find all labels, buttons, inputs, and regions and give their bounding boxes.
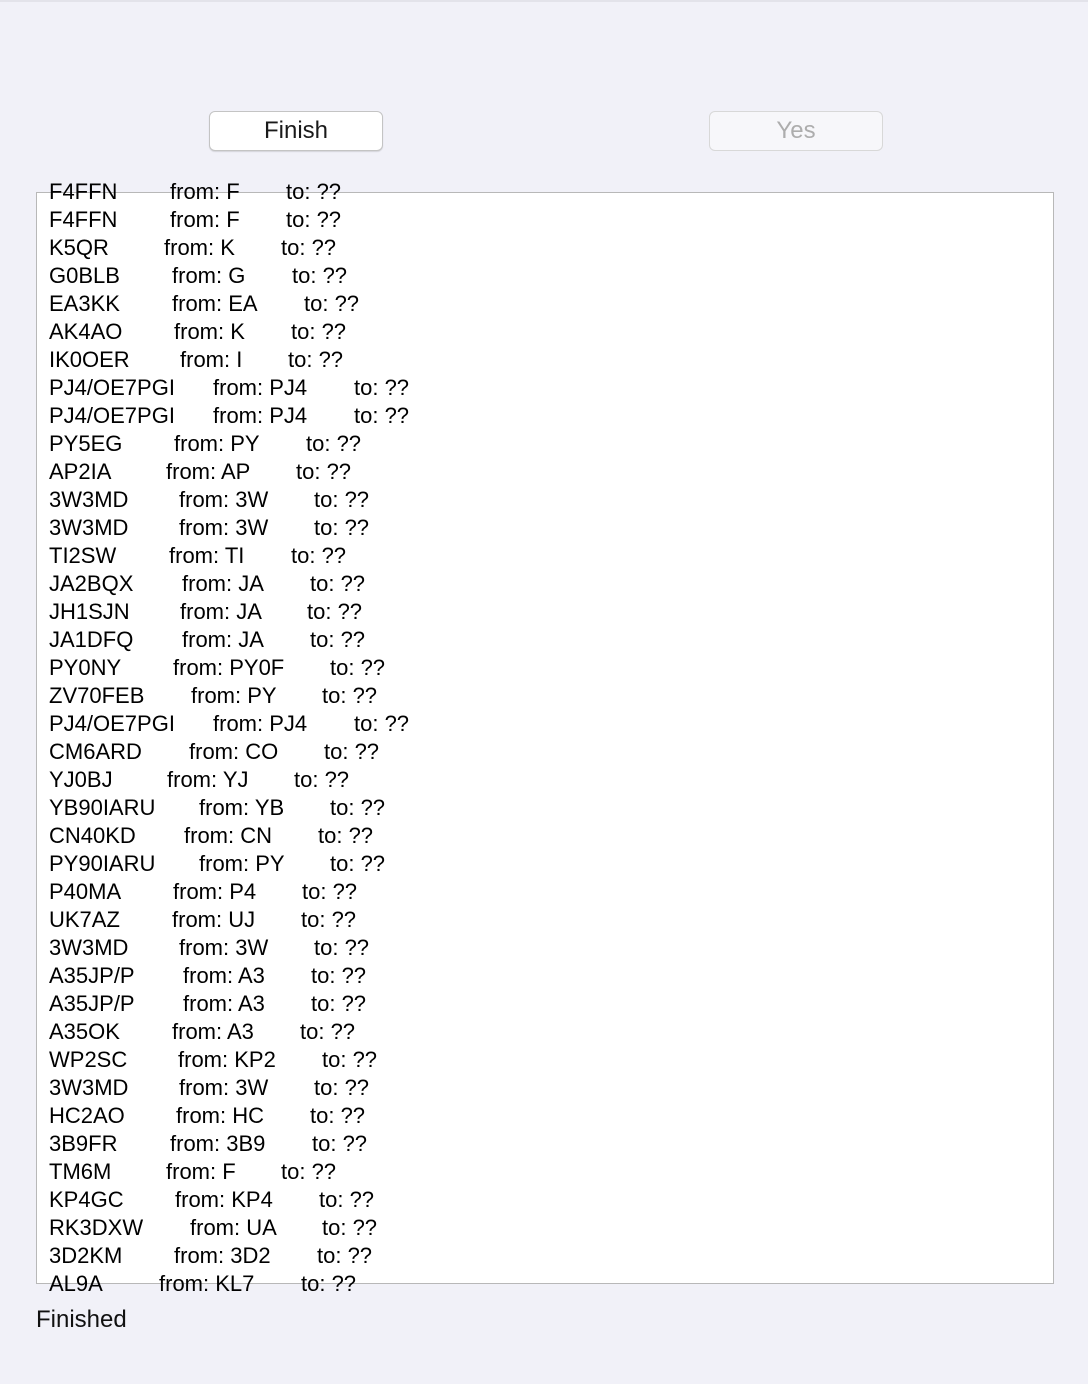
log-callsign: PJ4/OE7PGI — [49, 375, 175, 400]
log-to: to: ?? — [318, 823, 374, 848]
log-from: from: TI — [169, 543, 245, 568]
log-from: from: YB — [199, 795, 285, 820]
log-callsign: WP2SC — [49, 1047, 128, 1072]
log-row — [37, 402, 1053, 430]
log-callsign: TM6M — [49, 1159, 112, 1184]
log-row — [37, 682, 1053, 710]
log-row — [37, 1046, 1053, 1074]
log-to: to: ?? — [296, 459, 352, 484]
log-to: to: ?? — [288, 347, 344, 372]
log-from: from: G — [172, 263, 246, 288]
log-to: to: ?? — [310, 571, 366, 596]
log-to: to: ?? — [312, 1131, 368, 1156]
log-from: from: JA — [182, 627, 264, 652]
log-row — [37, 1130, 1053, 1158]
log-from: from: A3 — [172, 1019, 254, 1044]
log-from: from: YJ — [167, 767, 249, 792]
log-from: from: AP — [166, 459, 251, 484]
log-from: from: PJ4 — [213, 375, 308, 400]
log-row — [37, 234, 1053, 262]
log-callsign: HC2AO — [49, 1103, 125, 1128]
finish-button[interactable]: Finish — [209, 111, 383, 151]
log-to: to: ?? — [322, 1047, 378, 1072]
log-callsign: 3W3MD — [49, 935, 129, 960]
log-callsign: YB90IARU — [49, 795, 156, 820]
log-callsign: A35OK — [49, 1019, 120, 1044]
log-callsign: TI2SW — [49, 543, 117, 568]
log-row — [37, 206, 1053, 234]
log-callsign: K5QR — [49, 235, 109, 260]
log-from: from: PY — [199, 851, 285, 876]
log-callsign: PY5EG — [49, 431, 123, 456]
log-row — [37, 486, 1053, 514]
log-row — [37, 570, 1053, 598]
log-row — [37, 990, 1053, 1018]
log-to: to: ?? — [314, 935, 370, 960]
log-to: to: ?? — [354, 711, 410, 736]
log-row — [37, 262, 1053, 290]
log-from: from: JA — [182, 571, 264, 596]
log-callsign: YJ0BJ — [49, 767, 113, 792]
log-callsign: 3W3MD — [49, 1075, 129, 1100]
log-from: from: I — [180, 347, 243, 372]
log-row — [37, 1214, 1053, 1242]
log-row — [37, 1102, 1053, 1130]
log-row — [37, 1242, 1053, 1270]
log-from: from: K — [164, 235, 235, 260]
log-callsign: PY0NY — [49, 655, 122, 680]
log-row — [37, 850, 1053, 878]
log-row — [37, 514, 1053, 542]
log-row — [37, 1158, 1053, 1186]
log-callsign: JA1DFQ — [49, 627, 134, 652]
log-row — [37, 290, 1053, 318]
log-to: to: ?? — [330, 655, 386, 680]
log-to: to: ?? — [314, 515, 370, 540]
log-to: to: ?? — [330, 795, 386, 820]
window-top-edge — [0, 0, 1088, 2]
log-row — [37, 178, 1053, 206]
log-callsign: CN40KD — [49, 823, 136, 848]
log-callsign: PY90IARU — [49, 851, 156, 876]
log-callsign: AP2IA — [49, 459, 112, 484]
log-callsign: IK0OER — [49, 347, 130, 372]
log-row — [37, 458, 1053, 486]
log-row — [37, 346, 1053, 374]
log-to: to: ?? — [281, 235, 337, 260]
log-from: from: A3 — [183, 991, 265, 1016]
log-from: from: HC — [176, 1103, 264, 1128]
log-from: from: F — [170, 207, 240, 232]
log-to: to: ?? — [281, 1159, 337, 1184]
log-row — [37, 598, 1053, 626]
log-to: to: ?? — [286, 179, 342, 204]
log-from: from: EA — [172, 291, 258, 316]
log-row — [37, 626, 1053, 654]
log-row — [37, 430, 1053, 458]
log-row — [37, 1018, 1053, 1046]
log-from: from: F — [166, 1159, 236, 1184]
log-to: to: ?? — [294, 767, 350, 792]
log-callsign: AL9A — [49, 1271, 103, 1296]
log-to: to: ?? — [311, 991, 367, 1016]
log-to: to: ?? — [314, 487, 370, 512]
log-row — [37, 1186, 1053, 1214]
log-from: from: F — [170, 179, 240, 204]
log-from: from: 3W — [179, 1075, 269, 1100]
log-from: from: 3W — [179, 935, 269, 960]
log-to: to: ?? — [306, 431, 362, 456]
log-row — [37, 794, 1053, 822]
log-from: from: JA — [180, 599, 262, 624]
log-to: to: ?? — [286, 207, 342, 232]
log-row — [37, 738, 1053, 766]
log-to: to: ?? — [292, 263, 348, 288]
log-callsign: CM6ARD — [49, 739, 142, 764]
log-from: from: KP2 — [178, 1047, 276, 1072]
log-callsign: PJ4/OE7PGI — [49, 403, 175, 428]
log-row — [37, 906, 1053, 934]
log-callsign: JH1SJN — [49, 599, 130, 624]
log-callsign: AK4AO — [49, 319, 123, 344]
log-from: from: UJ — [172, 907, 256, 932]
log-to: to: ?? — [291, 543, 347, 568]
log-from: from: UA — [190, 1215, 277, 1240]
log-row — [37, 374, 1053, 402]
log-to: to: ?? — [291, 319, 347, 344]
log-to: to: ?? — [354, 403, 410, 428]
log-from: from: 3B9 — [170, 1131, 266, 1156]
log-row — [37, 822, 1053, 850]
log-from: from: PY — [191, 683, 277, 708]
log-callsign: G0BLB — [49, 263, 120, 288]
log-to: to: ?? — [319, 1187, 375, 1212]
log-to: to: ?? — [330, 851, 386, 876]
log-from: from: CO — [189, 739, 279, 764]
status-label: Finished — [36, 1306, 127, 1333]
log-to: to: ?? — [310, 627, 366, 652]
log-callsign: P40MA — [49, 879, 122, 904]
log-callsign: KP4GC — [49, 1187, 124, 1212]
log-to: to: ?? — [311, 963, 367, 988]
log-list — [37, 178, 1053, 1298]
log-row — [37, 878, 1053, 906]
log-callsign: EA3KK — [49, 291, 120, 316]
log-to: to: ?? — [304, 291, 360, 316]
log-callsign: JA2BQX — [49, 571, 134, 596]
log-row — [37, 1270, 1053, 1298]
log-callsign: A35JP/P — [49, 963, 135, 988]
log-callsign: 3W3MD — [49, 515, 129, 540]
log-row — [37, 542, 1053, 570]
log-to: to: ?? — [301, 907, 357, 932]
log-callsign: F4FFN — [49, 179, 118, 204]
log-row — [37, 962, 1053, 990]
log-to: to: ?? — [354, 375, 410, 400]
log-from: from: 3D2 — [174, 1243, 271, 1268]
log-from: from: PY — [174, 431, 260, 456]
log-to: to: ?? — [301, 1271, 357, 1296]
log-from: from: 3W — [179, 487, 269, 512]
log-to: to: ?? — [324, 739, 380, 764]
log-callsign: F4FFN — [49, 207, 118, 232]
log-from: from: KP4 — [175, 1187, 273, 1212]
log-from: from: KL7 — [159, 1271, 255, 1296]
log-row — [37, 654, 1053, 682]
log-to: to: ?? — [310, 1103, 366, 1128]
log-to: to: ?? — [300, 1019, 356, 1044]
log-from: from: CN — [184, 823, 272, 848]
log-row — [37, 1074, 1053, 1102]
log-row — [37, 710, 1053, 738]
log-to: to: ?? — [314, 1075, 370, 1100]
log-callsign: 3B9FR — [49, 1131, 118, 1156]
log-from: from: K — [174, 319, 245, 344]
log-from: from: P4 — [173, 879, 257, 904]
log-from: from: PJ4 — [213, 711, 308, 736]
log-output-area[interactable] — [36, 179, 1054, 1296]
log-from: from: PJ4 — [213, 403, 308, 428]
log-row — [37, 934, 1053, 962]
log-from: from: 3W — [179, 515, 269, 540]
yes-button[interactable]: Yes — [709, 111, 883, 151]
log-callsign: ZV70FEB — [49, 683, 145, 708]
log-to: to: ?? — [317, 1243, 373, 1268]
log-from: from: A3 — [183, 963, 265, 988]
log-to: to: ?? — [322, 683, 378, 708]
log-to: to: ?? — [302, 879, 358, 904]
log-callsign: RK3DXW — [49, 1215, 144, 1240]
log-callsign: PJ4/OE7PGI — [49, 711, 175, 736]
log-row — [37, 766, 1053, 794]
log-from: from: PY0F — [173, 655, 285, 680]
log-callsign: 3D2KM — [49, 1243, 123, 1268]
log-row — [37, 318, 1053, 346]
log-callsign: 3W3MD — [49, 487, 129, 512]
log-callsign: UK7AZ — [49, 907, 120, 932]
log-callsign: A35JP/P — [49, 991, 135, 1016]
log-to: to: ?? — [307, 599, 363, 624]
log-to: to: ?? — [322, 1215, 378, 1240]
